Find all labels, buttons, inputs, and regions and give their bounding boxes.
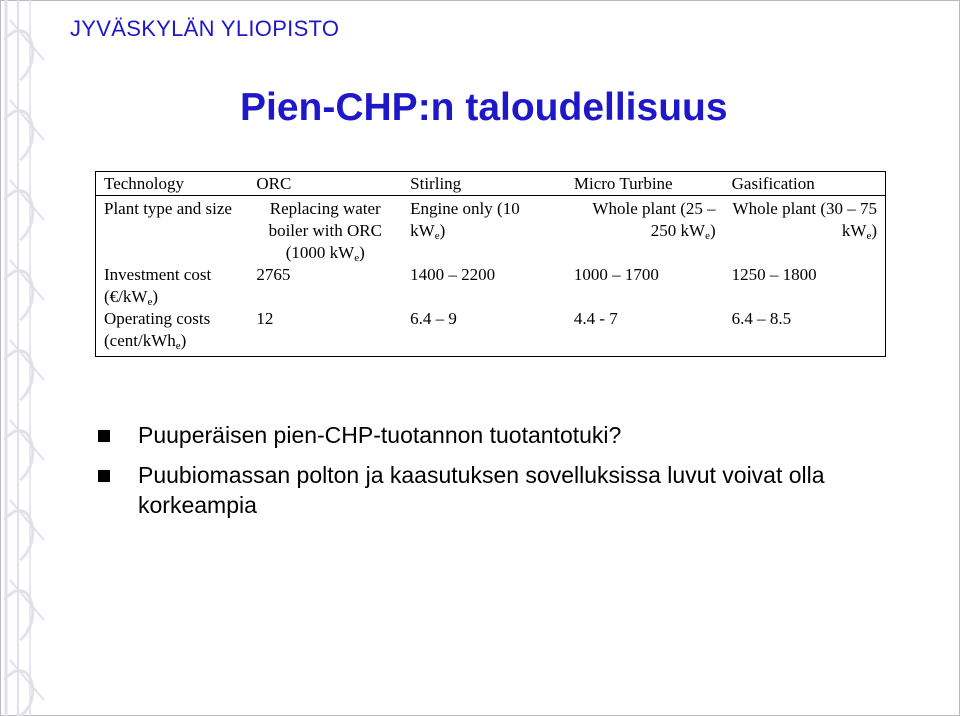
bullet-list (98, 420, 918, 530)
square-bullet-icon (98, 430, 110, 442)
bullet-item-support (98, 420, 918, 450)
cell-orc-operating: 12 (256, 309, 274, 328)
table-row-plant-type (96, 196, 886, 265)
cell-micro-turbine-operating: 4.4 - 7 (573, 309, 618, 328)
header-stirling: Stirling (402, 172, 566, 196)
bullet-item-higher-values (98, 460, 918, 520)
cell-orc-investment: 2765 (256, 265, 291, 284)
header-gasification: Gasification (724, 172, 886, 196)
cell-stirling-plant-type: Engine only (10 $kW_e$) (410, 199, 520, 242)
chp-cost-table (95, 171, 886, 357)
cell-stirling-investment: 1400 – 2200 (410, 265, 496, 284)
cell-gasification-investment: 1250 – 1800 (731, 265, 817, 284)
cell-micro-turbine-plant-type: Whole plant (25 – 250 $kW_e$) (592, 199, 716, 242)
bullet-text: Puubiomassan polton ja kaasutuksen sovelluksissa luvut voivat olla korkeampia (138, 462, 825, 518)
header-orc: ORC (246, 172, 402, 196)
page-title: Pien-CHP:n taloudellisuus (240, 86, 728, 129)
university-logo-pattern (0, 0, 52, 716)
row-label-plant-type: Plant type and size (104, 199, 232, 218)
cell-gasification-plant-type: Whole plant (30 – 75 $kW_e$) (732, 199, 877, 242)
cell-orc-plant-type: Replacing water boiler with ORC (1000 $kW_e$) (268, 199, 382, 264)
square-bullet-icon (98, 470, 110, 482)
header-micro-turbine: Micro Turbine (566, 172, 724, 196)
table-row-investment (96, 264, 886, 308)
table-header-row (96, 172, 886, 196)
row-label-operating: Operating costs (cent/kWh$_e$) (104, 309, 211, 352)
cell-micro-turbine-investment: 1000 – 1700 (573, 265, 659, 284)
cell-gasification-operating: 6.4 – 8.5 (731, 309, 792, 328)
header-technology: Technology (96, 172, 247, 196)
bullet-text: Puuperäisen pien-CHP-tuotannon tuotantotuki? (138, 422, 622, 448)
university-name: JYVÄSKYLÄN YLIOPISTO (70, 16, 340, 41)
table-row-operating (96, 308, 886, 357)
row-label-investment: Investment cost $(€/kW_e)$ (104, 265, 212, 308)
cell-stirling-operating: 6.4 – 9 (410, 309, 457, 328)
